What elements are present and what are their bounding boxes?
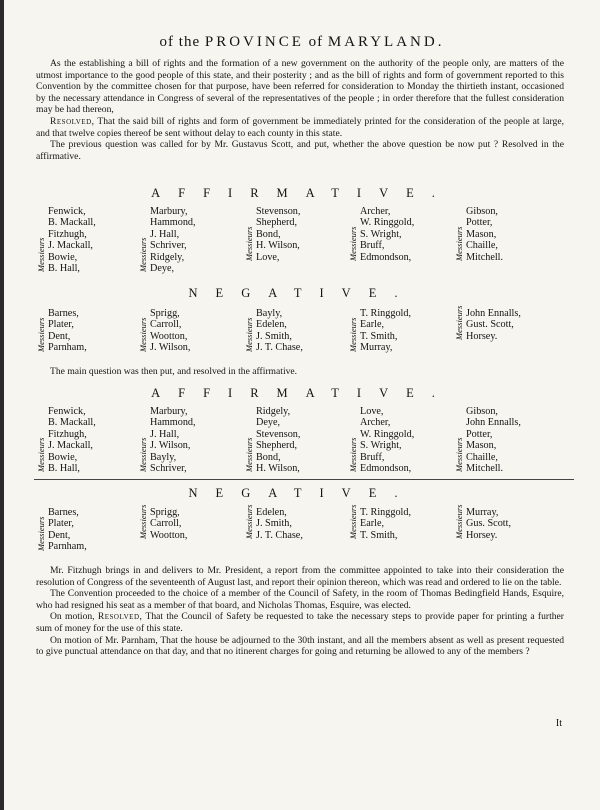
delegate-name: Murray, bbox=[360, 342, 393, 354]
delegate-name: Potter, bbox=[466, 217, 493, 229]
resolved-word: Resolved, bbox=[50, 115, 95, 127]
delegate-name: Bayly, bbox=[150, 451, 177, 463]
name-column bbox=[256, 406, 300, 474]
delegate-name: Schriver, bbox=[150, 240, 187, 252]
delegate-name: Hammond, bbox=[150, 217, 196, 229]
delegate-name: Sprigg, bbox=[150, 507, 180, 518]
delegate-name: Deye, bbox=[256, 417, 281, 429]
name-column bbox=[360, 308, 411, 354]
delegate-name: Edelen, bbox=[256, 319, 287, 331]
delegate-name: B. Hall, bbox=[48, 463, 80, 475]
messieurs-label: Messieurs bbox=[138, 237, 148, 273]
delegate-name: H. Wilson, bbox=[256, 240, 300, 252]
name-column bbox=[48, 308, 87, 354]
delegate-name: John Ennalls, bbox=[466, 417, 521, 429]
delegate-name: Barnes, bbox=[48, 308, 79, 319]
name-column bbox=[48, 507, 87, 553]
delegate-name: Plater, bbox=[48, 319, 74, 331]
delegate-name: T. Smith, bbox=[360, 529, 398, 541]
intro-text: As the establishing a bill of rights and the formation of a new government on the authority of the people only, are matters of the utmost importance to the good people of this state, and their posterity ; and as the bill of rights and form of government reported to this Convention by the committee chosen for that purpose, have been referred for consideration to Monday the thirtieth instant, occasioned by the necessary attendance in Congress of several of the representatives of the people ; in order therefore that the fullest consideration may be had thereon, bbox=[36, 58, 564, 116]
delegate-name: Edmondson, bbox=[360, 251, 412, 263]
delegate-name: Archer, bbox=[360, 206, 391, 217]
messieurs-label: Messieurs bbox=[138, 504, 148, 540]
name-column bbox=[150, 206, 196, 274]
delegate-name: S. Wright, bbox=[360, 228, 402, 240]
messieurs-label: Messieurs bbox=[36, 516, 46, 551]
delegate-name: Mitchell. bbox=[466, 463, 504, 475]
delegate-name: Horsey. bbox=[466, 529, 498, 541]
delegate-name: Bruff, bbox=[360, 240, 385, 252]
delegate-name: Shepherd, bbox=[256, 217, 298, 229]
messieurs-label: Messieurs bbox=[348, 226, 358, 261]
messieurs-label: Messieurs bbox=[36, 237, 46, 273]
delegate-name: Fitzhugh, bbox=[48, 428, 87, 440]
delegate-name: Schriver, bbox=[150, 463, 187, 475]
name-column bbox=[466, 308, 521, 342]
delegate-name: Murray, bbox=[466, 507, 499, 518]
delegate-name: Deye, bbox=[150, 263, 175, 275]
resolved-text: That the said bill of rights and form of government be immediately printed for the consideration of the people at large, and that twelve copies thereof be sent without delay to each county in this state. bbox=[36, 115, 564, 139]
name-column bbox=[150, 507, 187, 541]
delegate-name: Hammond, bbox=[150, 417, 196, 429]
previous-question-text: The previous question was called for by Mr. Gustavus Scott, and put, whether the above question be now put ? Resolved in the affirmative. bbox=[36, 139, 564, 162]
delegate-name: Fitzhugh, bbox=[48, 228, 87, 240]
divider bbox=[34, 479, 574, 480]
fitzhugh-text: Mr. Fitzhugh brings in and delivers to Mr. President, a report from the committee appointed to take into their consideration the resolution of Congress of the seventeenth of August last, and report their opinion thereon, which was read and ordered to lie on the table. bbox=[36, 565, 564, 588]
vote1-affirmative-heading: AFFIRMATIVE. bbox=[151, 186, 453, 200]
delegate-name: Plater, bbox=[48, 518, 74, 530]
delegate-name: J. Smith, bbox=[256, 518, 292, 530]
delegate-name: Ridgely, bbox=[256, 406, 291, 417]
delegate-name: Barnes, bbox=[48, 507, 79, 518]
delegate-name: Gibson, bbox=[466, 206, 498, 217]
main-question-paragraph bbox=[36, 366, 564, 378]
name-column bbox=[360, 507, 411, 541]
delegate-name: Stevenson, bbox=[256, 206, 301, 217]
delegate-name: T. Smith, bbox=[360, 330, 398, 342]
messieurs-label: Messieurs bbox=[348, 504, 358, 540]
delegate-name: Wootton, bbox=[150, 330, 188, 342]
delegate-name: Fenwick, bbox=[48, 206, 86, 217]
delegate-name: B. Mackall, bbox=[48, 217, 96, 229]
delegate-name: Bowie, bbox=[48, 251, 78, 263]
delegate-name: J. Mackall, bbox=[48, 240, 93, 252]
intro-paragraph bbox=[36, 58, 564, 162]
delegate-name: Mitchell. bbox=[466, 251, 504, 263]
messieurs-label: Messieurs bbox=[454, 437, 464, 473]
delegate-name: Archer, bbox=[360, 417, 391, 429]
title-state: MARYLAND. bbox=[327, 34, 445, 50]
closing-paragraphs bbox=[36, 565, 564, 658]
delegate-name: Chaille, bbox=[466, 240, 498, 252]
delegate-name: Parnham, bbox=[48, 342, 87, 354]
messieurs-label: Messieurs bbox=[244, 437, 254, 473]
delegate-name: B. Mackall, bbox=[48, 417, 96, 429]
delegate-name: J. T. Chase, bbox=[256, 342, 303, 354]
messieurs-label: Messieurs bbox=[244, 226, 254, 261]
delegate-name: S. Wright, bbox=[360, 440, 402, 452]
delegate-name: J. Smith, bbox=[256, 330, 292, 342]
delegate-name: John Ennalls, bbox=[466, 308, 521, 319]
delegate-name: Gus. Scott, bbox=[466, 518, 511, 530]
delegate-name: B. Hall, bbox=[48, 263, 80, 275]
delegate-name: Love, bbox=[360, 406, 384, 417]
name-column bbox=[466, 406, 521, 474]
name-column bbox=[256, 206, 300, 263]
delegate-name: Horsey. bbox=[466, 330, 498, 342]
delegate-name: J. Hall, bbox=[150, 228, 180, 240]
messieurs-label: Messieurs bbox=[348, 437, 358, 473]
messieurs-label: Messieurs bbox=[36, 317, 46, 352]
delegate-name: Bowie, bbox=[48, 451, 78, 463]
delegate-name: Mason, bbox=[466, 228, 497, 240]
delegate-name: Love, bbox=[256, 251, 280, 263]
delegate-name: Bond, bbox=[256, 228, 281, 240]
delegate-name: Ridgely, bbox=[150, 251, 185, 263]
delegate-name: J. Wilson, bbox=[150, 342, 191, 354]
delegate-name: Stevenson, bbox=[256, 428, 301, 440]
delegate-name: Gust. Scott, bbox=[466, 319, 514, 331]
delegate-name: Earle, bbox=[360, 518, 385, 530]
page-title bbox=[4, 34, 600, 51]
title-mid: of bbox=[308, 34, 324, 50]
name-column bbox=[466, 206, 503, 263]
messieurs-label: Messieurs bbox=[454, 305, 464, 341]
title-prefix: of the bbox=[159, 34, 201, 50]
name-column bbox=[360, 406, 414, 474]
name-column bbox=[150, 406, 196, 474]
vote2-negative-heading: NEGATIVE. bbox=[188, 486, 416, 500]
delegate-name: Edelen, bbox=[256, 507, 287, 518]
name-column bbox=[150, 308, 190, 354]
messieurs-label: Messieurs bbox=[244, 317, 254, 352]
delegate-name: Wootton, bbox=[150, 529, 188, 541]
delegate-name: T. Ringgold, bbox=[360, 308, 412, 319]
motion1-text: That the Council of Safety be requested to take the necessary steps to provide paper for printing a further sum of money for the use of this state. bbox=[36, 611, 564, 634]
name-column bbox=[48, 206, 96, 274]
delegate-name: Edmondson, bbox=[360, 463, 412, 475]
vote1-negative-heading: NEGATIVE. bbox=[188, 286, 416, 300]
delegate-name: Parnham, bbox=[48, 541, 87, 553]
name-column bbox=[48, 406, 96, 474]
motion1-lead: On motion, bbox=[50, 611, 95, 623]
delegate-name: Chaille, bbox=[466, 451, 498, 463]
catchword: It bbox=[555, 718, 562, 729]
delegate-name: J. Hall, bbox=[150, 428, 180, 440]
motion1-resolved: Resolved, bbox=[97, 611, 143, 623]
name-column bbox=[256, 507, 303, 541]
delegate-name: Bayly, bbox=[256, 308, 283, 319]
messieurs-label: Messieurs bbox=[454, 504, 464, 540]
delegate-name: Shepherd, bbox=[256, 440, 298, 452]
delegate-name: W. Ringgold, bbox=[360, 428, 415, 440]
delegate-name: T. Ringgold, bbox=[360, 507, 412, 518]
messieurs-label: Messieurs bbox=[36, 437, 46, 473]
delegate-name: Dent, bbox=[48, 529, 71, 541]
messieurs-label: Messieurs bbox=[138, 317, 148, 352]
name-column bbox=[466, 507, 511, 541]
delegate-name: W. Ringgold, bbox=[360, 217, 415, 229]
delegate-name: Earle, bbox=[360, 319, 385, 331]
delegate-name: Marbury, bbox=[150, 206, 188, 217]
vote2-affirmative-heading: AFFIRMATIVE. bbox=[151, 386, 453, 400]
delegate-name: Carroll, bbox=[150, 518, 182, 530]
delegate-name: Bond, bbox=[256, 451, 281, 463]
delegate-name: Marbury, bbox=[150, 406, 188, 417]
title-province: PROVINCE bbox=[204, 34, 304, 50]
delegate-name: Dent, bbox=[48, 330, 71, 342]
delegate-name: Bruff, bbox=[360, 451, 385, 463]
messieurs-label: Messieurs bbox=[454, 226, 464, 261]
delegate-name: H. Wilson, bbox=[256, 463, 300, 475]
delegate-name: J. T. Chase, bbox=[256, 529, 303, 541]
messieurs-label: Messieurs bbox=[138, 437, 148, 473]
name-column bbox=[256, 308, 303, 354]
delegate-name: Sprigg, bbox=[150, 308, 180, 319]
motion2-text: On motion of Mr. Parnham, That the house be adjourned to the 30th instant, and all the members absent as well as present requested to give punctual attendance on that day, and that no itinerent charges for going and returning be allowed to any of the members ? bbox=[36, 634, 564, 658]
main-question-text: The main question was then put, and resolved in the affirmative. bbox=[50, 366, 298, 377]
delegate-name: Fenwick, bbox=[48, 406, 86, 417]
delegate-name: Gibson, bbox=[466, 406, 498, 417]
convention-text: The Convention proceeded to the choice of a member of the Council of Safety, in the room of Thomas Bedingfield Hands, Esquire, who had resigned his seat as a member of that board, and Nicholas Thomas, Esquire, was elected. bbox=[36, 588, 564, 611]
delegate-name: J. Wilson, bbox=[150, 440, 191, 452]
messieurs-label: Messieurs bbox=[244, 504, 254, 540]
name-column bbox=[360, 206, 414, 263]
delegate-name: Carroll, bbox=[150, 319, 182, 331]
delegate-name: Potter, bbox=[466, 428, 493, 440]
delegate-name: J. Mackall, bbox=[48, 440, 93, 452]
messieurs-label: Messieurs bbox=[348, 317, 358, 352]
delegate-name: Mason, bbox=[466, 440, 497, 452]
